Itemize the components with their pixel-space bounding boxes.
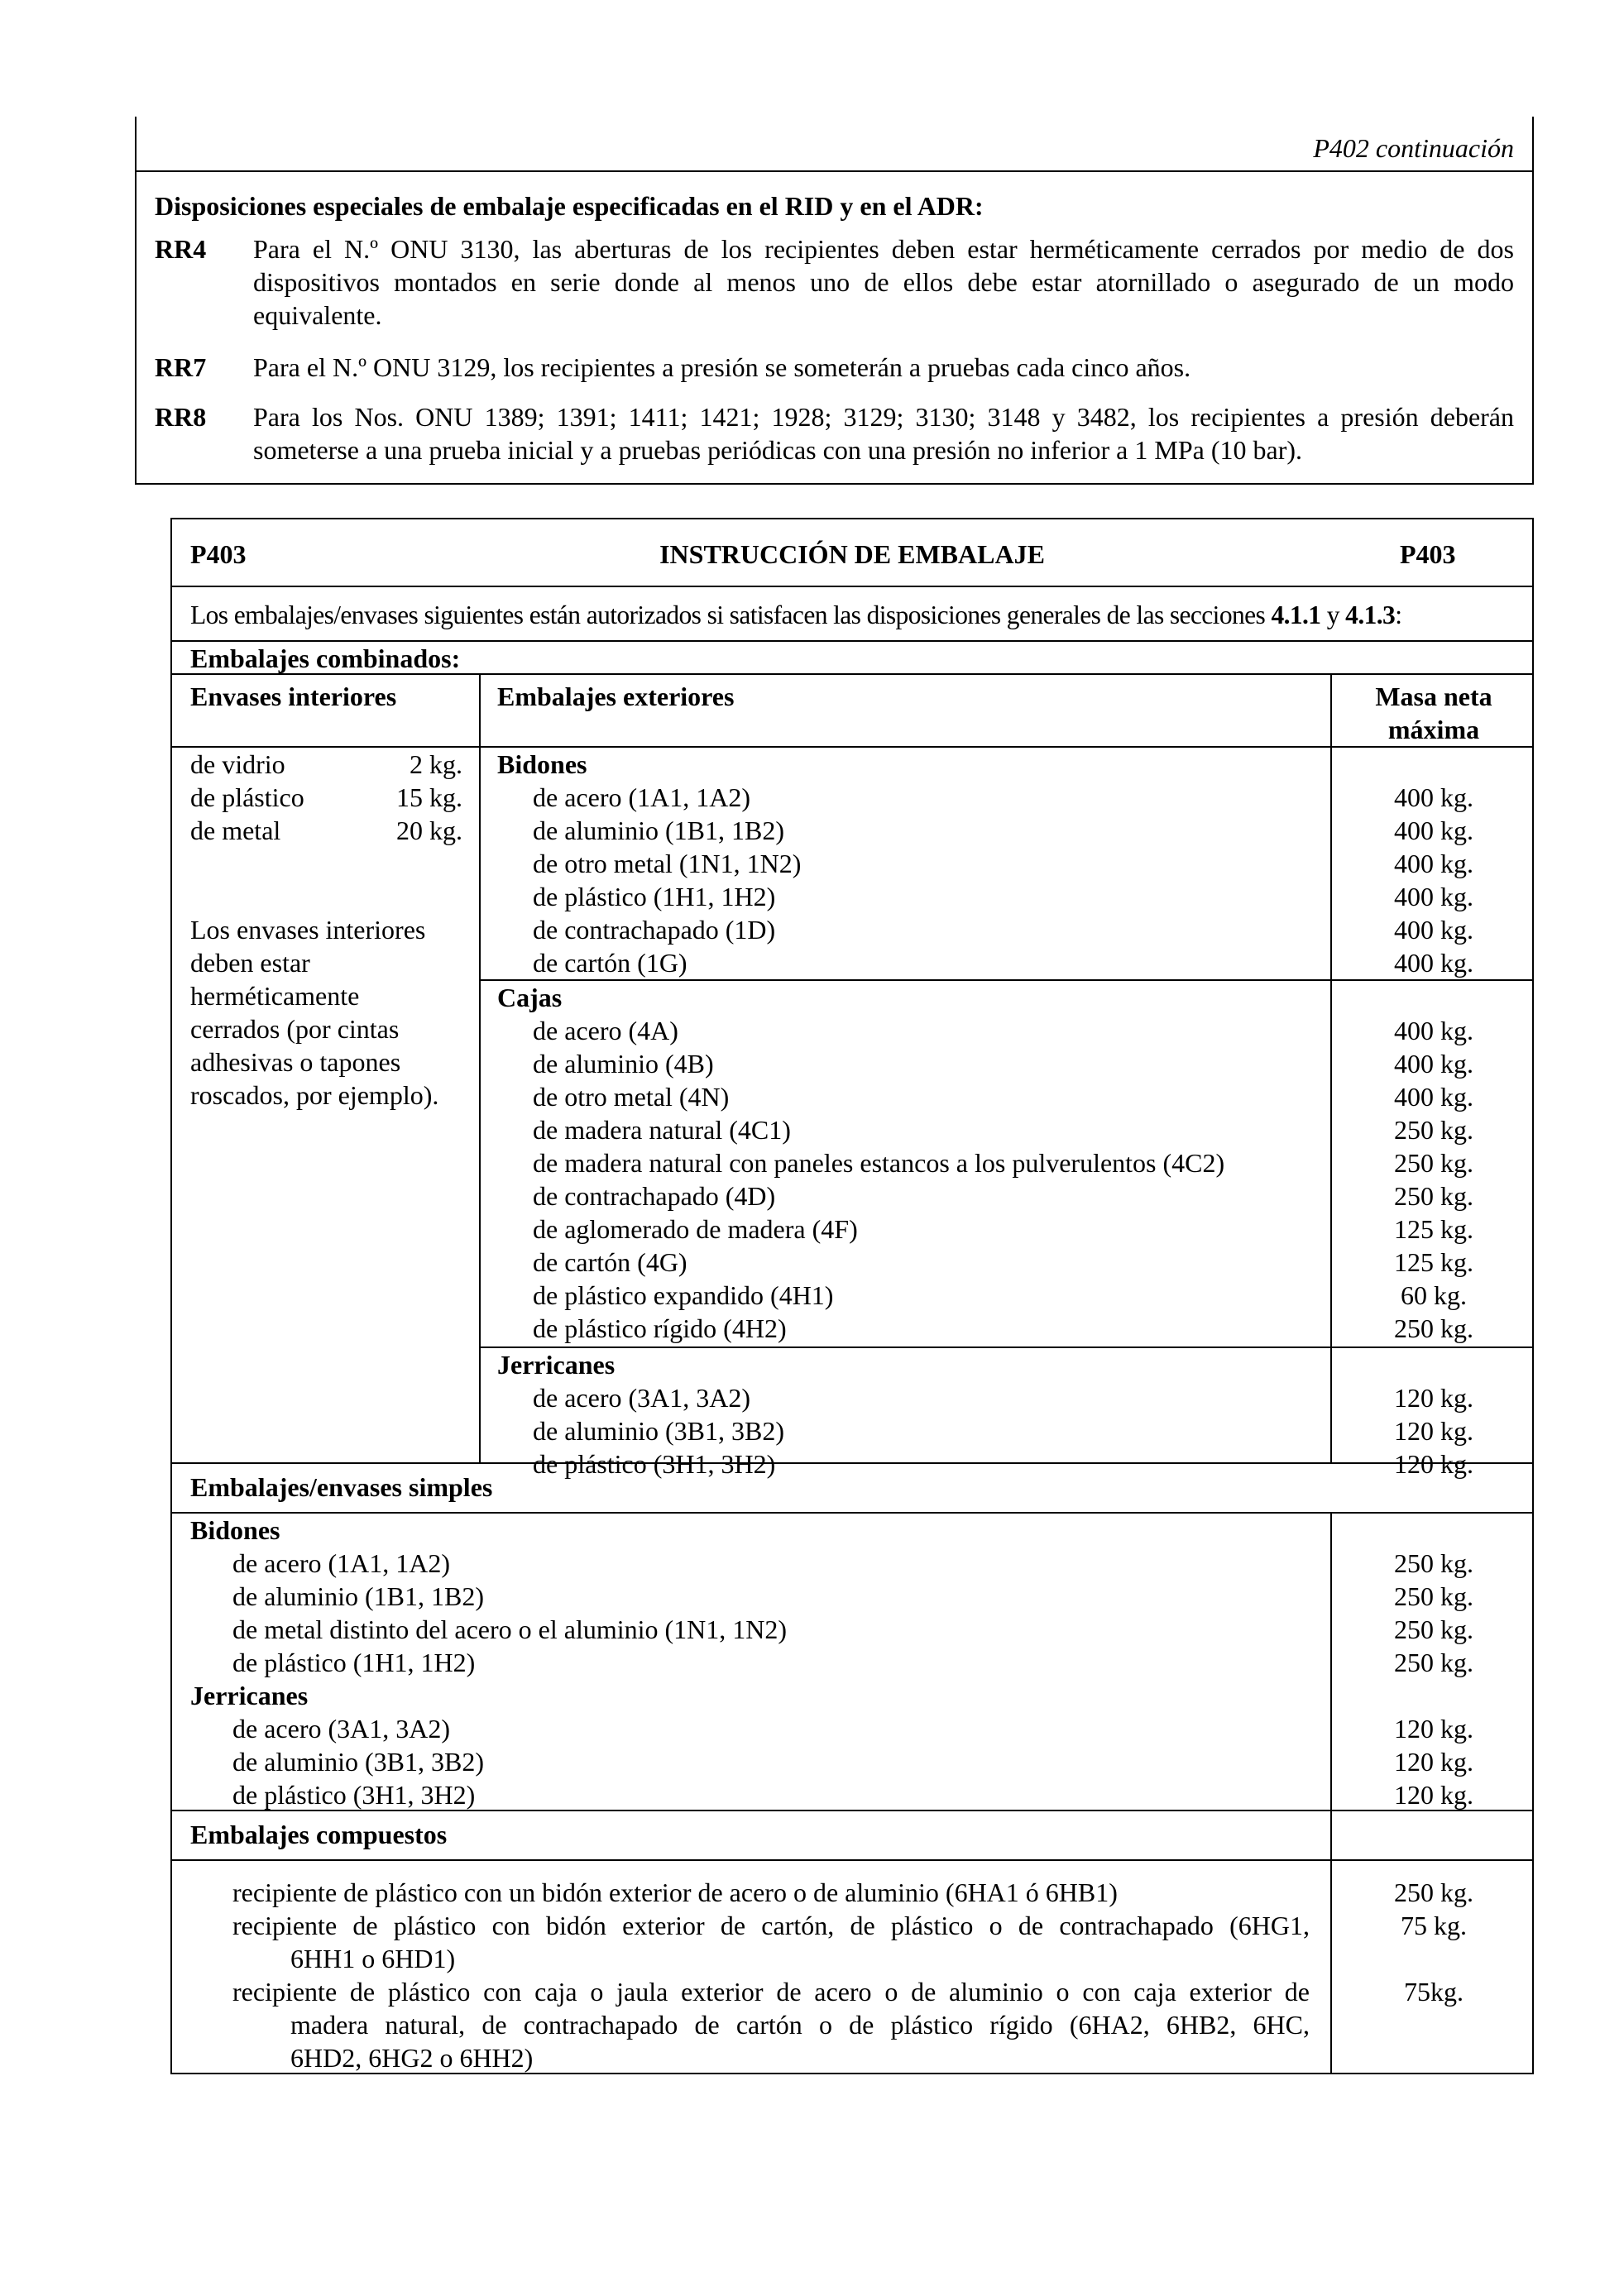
instruction-code-left: P403 [190,539,247,569]
list-item: de aluminio (3B1, 3B2) [232,1747,484,1777]
col-header-mass-line: Masa neta [1375,682,1492,711]
mass-value: 400 kg. [1394,1016,1473,1045]
list-item: recipiente de plástico con un bidón exterior de acero o de aluminio (6HA1 ó 6HB1) [232,1877,1118,1907]
mass-value: 120 kg. [1394,1416,1473,1446]
list-item: de aluminio (1B1, 1B2) [533,816,784,845]
rule-text: Para el N.º ONU 3130, las aberturas de los recipientes deben estar herméticamente cerrados por medio de dos dispositivos montados en serie donde al menos uno de ellos debe estar atornillado o asegurado de un modo equivalente. [253,234,1514,330]
single-drums-masses [1332,1547,1535,1679]
mass-value: 120 kg. [1394,1747,1473,1777]
col-header-inner: Envases interiores [190,682,397,711]
list-item: recipiente de plástico con bidón exterior de cartón, de plástico o de contrachapado (6HG1, [232,1911,1310,1940]
mass-value: 120 kg. [1394,1383,1473,1413]
outer-drums-masses [1332,781,1535,979]
list-item-continuation: madera natural, de contrachapado de cartón o de plástico rígido (6HA2, 6HB2, 6HC, [290,2010,1310,2040]
column-divider [479,673,481,1462]
group-title: Jerricanes [497,1350,616,1380]
list-item-continuation: 6HD2, 6HG2 o 6HH2) [290,2043,534,2073]
note-line: deben estar [190,948,310,978]
combined-packagings-title: Embalajes combinados: [190,643,461,673]
mass-value: 125 kg. [1394,1214,1473,1244]
list-item: de cartón (4G) [533,1247,687,1277]
list-item-continuation: 6HH1 o 6HD1) [290,1944,456,1973]
list-item: de aluminio (4B) [533,1049,714,1079]
intro-end: : [1395,600,1402,629]
rule-text: Para los Nos. ONU 1389; 1391; 1411; 1421; 1928; 3129; 3130; 3148 y 3482, los recipientes a presión deberán someterse a una prueba inicial y a pruebas periódicas con una presión no inferior a 1 MPa (10 bar). [253,402,1514,465]
single-packagings-list [190,1514,787,1811]
composite-list [232,1876,1310,2074]
mass-value: 400 kg. [1394,948,1473,978]
list-item: de acero (4A) [533,1016,678,1045]
list-item: recipiente de plástico con caja o jaula exterior de acero o de aluminio o con caja exterior de [232,1977,1310,2007]
list-item: de cartón (1G) [533,948,687,978]
note-line: cerrados (por cintas [190,1014,400,1044]
outer-group-drums [497,748,801,979]
list-item: de aluminio (3B1, 3B2) [533,1416,784,1446]
special-provisions-title: Disposiciones especiales de embalaje especificadas en el RID y en el ADR: [155,191,984,221]
divider [172,673,1532,675]
intro-ref-section-2: 4.1.3 [1345,600,1396,629]
outer-group-boxes [497,981,1224,1345]
col-header-mass [1332,680,1535,746]
inner-packaging-note [190,913,438,1112]
group-title: Jerricanes [190,1681,309,1710]
inner-mass: 2 kg. [410,749,462,779]
composite-masses [1332,1876,1535,2008]
inner-mass: 15 kg. [396,782,462,812]
inner-packaging-labels [190,748,304,847]
mass-value: 250 kg. [1394,1614,1473,1644]
inner-packaging-masses [379,748,462,847]
divider [172,1462,1532,1464]
mass-value: 400 kg. [1394,1082,1473,1112]
mass-value: 400 kg. [1394,849,1473,878]
divider [172,1810,1532,1811]
group-title: Bidones [497,749,587,779]
list-item: de contrachapado (1D) [533,915,776,945]
list-item: de otro metal (4N) [533,1082,730,1112]
outer-jerricans-masses [1332,1381,1535,1480]
group-title: Cajas [497,983,563,1012]
instruction-title: INSTRUCCIÓN DE EMBALAJE [659,539,1045,569]
mass-value: 250 kg. [1394,1115,1473,1145]
note-line: adhesivas o tapones [190,1047,401,1077]
list-item: de plástico expandido (4H1) [533,1280,834,1310]
rule-rr7 [155,351,1514,384]
list-item: de plástico [190,782,304,812]
note-line: roscados, por ejemplo). [190,1080,439,1110]
mass-value: 250 kg. [1394,1148,1473,1178]
list-item: de aluminio (1B1, 1B2) [232,1581,484,1611]
divider [172,1859,1532,1861]
list-item: de metal distinto del acero o el aluminio (1N1, 1N2) [232,1614,788,1644]
divider [172,746,1532,748]
group-title: Bidones [190,1515,280,1545]
rule-text: Para el N.º ONU 3129, los recipientes a presión se someterán a pruebas cada cinco años. [253,352,1191,382]
p403-packing-instruction-box [170,518,1534,2074]
list-item: de otro metal (1N1, 1N2) [533,849,802,878]
list-item: de acero (3A1, 3A2) [533,1383,750,1413]
mass-value: 400 kg. [1394,816,1473,845]
inner-mass: 20 kg. [396,816,462,845]
list-item: de acero (1A1, 1A2) [232,1548,450,1578]
instruction-code-right: P403 [1400,539,1456,569]
list-item: de vidrio [190,749,285,779]
mass-value: 250 kg. [1394,1313,1473,1343]
intro-paragraph [190,599,1401,632]
mass-value: 250 kg. [1394,1877,1473,1907]
col-header-mass-line: máxima [1387,715,1480,744]
mass-value: 125 kg. [1394,1247,1473,1277]
rule-rr4 [155,232,1514,332]
list-item: de metal [190,816,281,845]
intro-text: Los embalajes/envases siguientes están autorizados si satisfacen las disposiciones generales de las secciones [190,600,1272,629]
intro-ref-section-1: 4.1.1 [1271,600,1321,629]
single-packagings-title: Embalajes/envases simples [190,1472,493,1502]
composite-packagings-title: Embalajes compuestos [190,1820,448,1849]
mass-value: 75kg. [1404,1977,1464,2007]
mass-value: 400 kg. [1394,1049,1473,1079]
list-item: de plástico rígido (4H2) [533,1313,787,1343]
intro-conjunction: y [1320,600,1346,629]
mass-value: 250 kg. [1394,1181,1473,1211]
list-item: de acero (1A1, 1A2) [533,782,750,812]
col-header-outer: Embalajes exteriores [497,682,735,711]
rule-rr8 [155,400,1514,466]
continuation-label: P402 continuación [137,117,1532,172]
outer-boxes-masses [1332,1014,1535,1345]
rule-code: RR8 [155,402,207,432]
note-line: Los envases interiores [190,915,426,945]
list-item: de contrachapado (4D) [533,1181,776,1211]
divider [172,586,1532,587]
rule-code: RR7 [155,352,207,382]
list-item: de plástico (1H1, 1H2) [533,882,776,911]
mass-value: 250 kg. [1394,1581,1473,1611]
note-line: herméticamente [190,981,360,1011]
mass-value: 400 kg. [1394,882,1473,911]
list-item: de plástico (3H1, 3H2) [232,1780,476,1810]
list-item: de plástico (3H1, 3H2) [533,1449,776,1479]
mass-value: 60 kg. [1401,1280,1467,1310]
rule-code: RR4 [155,234,207,264]
mass-value: 120 kg. [1394,1449,1473,1479]
list-item: de madera natural con paneles estancos a los pulverulentos (4C2) [533,1148,1225,1178]
list-item: de aglomerado de madera (4F) [533,1214,858,1244]
list-item: de plástico (1H1, 1H2) [232,1648,476,1677]
outer-group-jerricans [497,1348,784,1480]
mass-value: 250 kg. [1394,1648,1473,1677]
mass-value: 400 kg. [1394,782,1473,812]
list-item: de madera natural (4C1) [533,1115,791,1145]
mass-value: 75 kg. [1401,1911,1467,1940]
mass-value: 120 kg. [1394,1780,1473,1810]
list-item: de acero (3A1, 3A2) [232,1714,450,1744]
mass-value: 120 kg. [1394,1714,1473,1744]
single-jerricans-masses [1332,1712,1535,1811]
mass-value: 250 kg. [1394,1548,1473,1578]
p402-continuation-box [135,117,1534,485]
mass-value: 400 kg. [1394,915,1473,945]
